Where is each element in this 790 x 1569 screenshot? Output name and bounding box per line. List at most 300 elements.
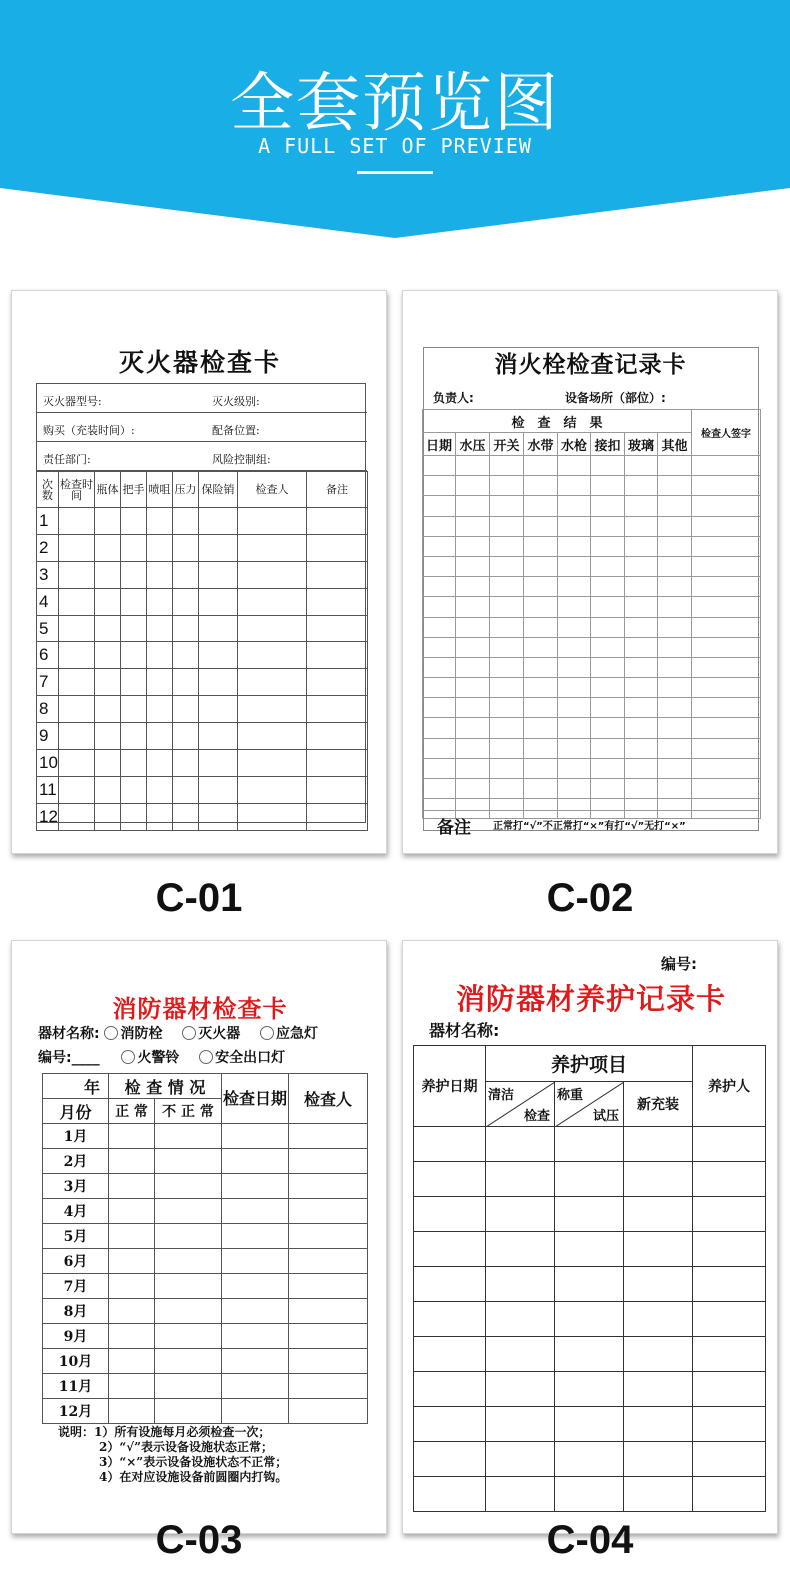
table-cell[interactable] [173, 508, 199, 535]
table-cell[interactable] [222, 1349, 289, 1374]
table-cell[interactable] [625, 516, 658, 536]
table-cell[interactable] [624, 1337, 693, 1372]
table-cell[interactable] [307, 642, 368, 669]
table-cell[interactable] [456, 456, 490, 476]
table-cell[interactable] [693, 1337, 766, 1372]
table-cell[interactable] [490, 718, 524, 738]
table-cell[interactable] [555, 1197, 624, 1232]
table-cell[interactable] [625, 597, 658, 617]
table-cell[interactable] [555, 1337, 624, 1372]
table-cell[interactable] [238, 588, 307, 615]
table-cell[interactable] [109, 1124, 155, 1149]
table-cell[interactable] [558, 496, 591, 516]
table-cell[interactable] [490, 556, 524, 576]
table-cell[interactable] [591, 698, 625, 718]
table-cell[interactable] [625, 698, 658, 718]
c03-checkbox[interactable] [182, 1026, 196, 1040]
table-cell[interactable] [658, 698, 692, 718]
c03-checkbox[interactable] [121, 1050, 135, 1064]
table-cell[interactable] [486, 1197, 555, 1232]
table-cell[interactable] [238, 561, 307, 588]
table-cell[interactable] [95, 642, 121, 669]
table-cell[interactable] [121, 642, 147, 669]
table-cell[interactable] [59, 776, 95, 803]
table-cell[interactable] [558, 577, 591, 597]
table-cell[interactable] [423, 637, 456, 657]
table-cell[interactable] [109, 1274, 155, 1299]
table-cell[interactable] [155, 1399, 222, 1424]
table-cell[interactable] [199, 696, 238, 723]
table-cell[interactable] [486, 1127, 555, 1162]
table-cell[interactable] [625, 738, 658, 758]
table-cell[interactable] [658, 456, 692, 476]
table-cell[interactable] [692, 678, 761, 698]
table-cell[interactable] [423, 597, 456, 617]
table-cell[interactable] [147, 803, 173, 830]
table-cell[interactable] [555, 1127, 624, 1162]
table-cell[interactable] [524, 758, 558, 778]
table-cell[interactable] [456, 637, 490, 657]
table-cell[interactable] [591, 637, 625, 657]
table-cell[interactable] [658, 779, 692, 799]
table-cell[interactable] [59, 588, 95, 615]
table-cell[interactable] [95, 723, 121, 750]
table-cell[interactable] [486, 1267, 555, 1302]
table-cell[interactable] [121, 776, 147, 803]
table-cell[interactable] [692, 516, 761, 536]
table-cell[interactable] [558, 678, 591, 698]
table-cell[interactable] [109, 1224, 155, 1249]
table-cell[interactable] [555, 1302, 624, 1337]
table-cell[interactable] [524, 577, 558, 597]
table-cell[interactable] [238, 508, 307, 535]
card-c01[interactable] [11, 290, 387, 854]
table-cell[interactable] [173, 534, 199, 561]
table-cell[interactable] [155, 1174, 222, 1199]
table-cell[interactable] [59, 803, 95, 830]
table-cell[interactable] [414, 1197, 486, 1232]
table-cell[interactable] [423, 678, 456, 698]
table-cell[interactable] [558, 657, 591, 677]
table-cell[interactable] [658, 476, 692, 496]
table-cell[interactable] [121, 508, 147, 535]
table-cell[interactable] [624, 1127, 693, 1162]
table-cell[interactable] [490, 476, 524, 496]
table-cell[interactable] [59, 508, 95, 535]
table-cell[interactable] [558, 556, 591, 576]
table-cell[interactable] [524, 779, 558, 799]
table-cell[interactable] [121, 669, 147, 696]
table-cell[interactable] [558, 779, 591, 799]
table-cell[interactable] [591, 456, 625, 476]
table-cell[interactable] [199, 723, 238, 750]
table-cell[interactable] [238, 669, 307, 696]
table-cell[interactable] [692, 617, 761, 637]
table-cell[interactable] [555, 1232, 624, 1267]
table-cell[interactable] [693, 1477, 766, 1512]
table-cell[interactable] [222, 1149, 289, 1174]
table-cell[interactable] [456, 617, 490, 637]
table-cell[interactable] [490, 698, 524, 718]
table-cell[interactable] [591, 738, 625, 758]
table-cell[interactable] [558, 637, 591, 657]
table-cell[interactable] [692, 718, 761, 738]
table-cell[interactable] [624, 1372, 693, 1407]
table-cell[interactable] [199, 615, 238, 642]
table-cell[interactable] [414, 1267, 486, 1302]
table-cell[interactable] [147, 561, 173, 588]
table-cell[interactable] [625, 657, 658, 677]
table-cell[interactable] [95, 750, 121, 777]
table-cell[interactable] [423, 577, 456, 597]
table-cell[interactable] [486, 1407, 555, 1442]
table-cell[interactable] [624, 1267, 693, 1302]
table-cell[interactable] [558, 698, 591, 718]
table-cell[interactable] [456, 556, 490, 576]
table-cell[interactable] [486, 1162, 555, 1197]
table-cell[interactable] [524, 597, 558, 617]
table-cell[interactable] [147, 669, 173, 696]
table-cell[interactable] [155, 1149, 222, 1174]
table-cell[interactable] [558, 476, 591, 496]
table-cell[interactable] [693, 1162, 766, 1197]
table-cell[interactable] [147, 534, 173, 561]
table-cell[interactable] [155, 1349, 222, 1374]
table-cell[interactable] [155, 1199, 222, 1224]
table-cell[interactable] [486, 1442, 555, 1477]
table-cell[interactable] [658, 617, 692, 637]
table-cell[interactable] [423, 496, 456, 516]
table-cell[interactable] [692, 758, 761, 778]
table-cell[interactable] [222, 1374, 289, 1399]
table-cell[interactable] [658, 718, 692, 738]
table-cell[interactable] [199, 561, 238, 588]
table-cell[interactable] [456, 758, 490, 778]
table-cell[interactable] [558, 536, 591, 556]
table-cell[interactable] [238, 803, 307, 830]
table-cell[interactable] [456, 536, 490, 556]
table-cell[interactable] [414, 1337, 486, 1372]
table-cell[interactable] [199, 508, 238, 535]
table-cell[interactable] [624, 1407, 693, 1442]
table-cell[interactable] [121, 561, 147, 588]
table-cell[interactable] [524, 678, 558, 698]
table-cell[interactable] [591, 496, 625, 516]
table-cell[interactable] [289, 1299, 368, 1324]
table-cell[interactable] [155, 1299, 222, 1324]
table-cell[interactable] [490, 496, 524, 516]
table-cell[interactable] [414, 1372, 486, 1407]
table-cell[interactable] [692, 637, 761, 657]
table-cell[interactable] [591, 758, 625, 778]
table-cell[interactable] [555, 1477, 624, 1512]
table-cell[interactable] [289, 1399, 368, 1424]
table-cell[interactable] [109, 1249, 155, 1274]
table-cell[interactable] [109, 1149, 155, 1174]
table-cell[interactable] [591, 516, 625, 536]
table-cell[interactable] [658, 758, 692, 778]
table-cell[interactable] [558, 597, 591, 617]
table-cell[interactable] [558, 456, 591, 476]
table-cell[interactable] [289, 1274, 368, 1299]
table-cell[interactable] [423, 456, 456, 476]
table-cell[interactable] [121, 534, 147, 561]
table-cell[interactable] [95, 776, 121, 803]
table-cell[interactable] [109, 1349, 155, 1374]
table-cell[interactable] [486, 1337, 555, 1372]
table-cell[interactable] [692, 476, 761, 496]
table-cell[interactable] [109, 1299, 155, 1324]
table-cell[interactable] [624, 1197, 693, 1232]
table-cell[interactable] [490, 456, 524, 476]
table-cell[interactable] [307, 803, 368, 830]
table-cell[interactable] [524, 456, 558, 476]
table-cell[interactable] [591, 597, 625, 617]
table-cell[interactable] [109, 1399, 155, 1424]
table-cell[interactable] [147, 750, 173, 777]
table-cell[interactable] [59, 534, 95, 561]
table-cell[interactable] [524, 556, 558, 576]
table-cell[interactable] [147, 723, 173, 750]
table-cell[interactable] [456, 597, 490, 617]
table-cell[interactable] [414, 1302, 486, 1337]
table-cell[interactable] [147, 588, 173, 615]
table-cell[interactable] [289, 1149, 368, 1174]
table-cell[interactable] [147, 696, 173, 723]
table-cell[interactable] [486, 1232, 555, 1267]
table-cell[interactable] [423, 617, 456, 637]
table-cell[interactable] [486, 1302, 555, 1337]
table-cell[interactable] [155, 1124, 222, 1149]
table-cell[interactable] [693, 1442, 766, 1477]
table-cell[interactable] [658, 678, 692, 698]
table-cell[interactable] [524, 476, 558, 496]
table-cell[interactable] [558, 738, 591, 758]
table-cell[interactable] [423, 536, 456, 556]
table-cell[interactable] [490, 597, 524, 617]
table-cell[interactable] [486, 1372, 555, 1407]
table-cell[interactable] [625, 779, 658, 799]
table-cell[interactable] [238, 696, 307, 723]
table-cell[interactable] [625, 617, 658, 637]
table-cell[interactable] [95, 803, 121, 830]
table-cell[interactable] [524, 536, 558, 556]
table-cell[interactable] [591, 657, 625, 677]
table-cell[interactable] [173, 696, 199, 723]
table-cell[interactable] [558, 758, 591, 778]
table-cell[interactable] [307, 534, 368, 561]
table-cell[interactable] [173, 803, 199, 830]
table-cell[interactable] [289, 1199, 368, 1224]
table-cell[interactable] [624, 1232, 693, 1267]
table-cell[interactable] [109, 1324, 155, 1349]
table-cell[interactable] [490, 738, 524, 758]
table-cell[interactable] [59, 669, 95, 696]
table-cell[interactable] [121, 803, 147, 830]
table-cell[interactable] [624, 1302, 693, 1337]
table-cell[interactable] [109, 1174, 155, 1199]
table-cell[interactable] [238, 776, 307, 803]
table-cell[interactable] [423, 779, 456, 799]
table-cell[interactable] [238, 534, 307, 561]
table-cell[interactable] [490, 779, 524, 799]
table-cell[interactable] [199, 669, 238, 696]
table-cell[interactable] [658, 536, 692, 556]
table-cell[interactable] [490, 617, 524, 637]
table-cell[interactable] [173, 642, 199, 669]
table-cell[interactable] [222, 1299, 289, 1324]
table-cell[interactable] [692, 496, 761, 516]
table-cell[interactable] [59, 615, 95, 642]
table-cell[interactable] [624, 1477, 693, 1512]
table-cell[interactable] [692, 738, 761, 758]
table-cell[interactable] [414, 1127, 486, 1162]
table-cell[interactable] [692, 657, 761, 677]
table-cell[interactable] [524, 657, 558, 677]
table-cell[interactable] [456, 496, 490, 516]
table-cell[interactable] [121, 696, 147, 723]
table-cell[interactable] [222, 1199, 289, 1224]
table-cell[interactable] [222, 1324, 289, 1349]
table-cell[interactable] [222, 1124, 289, 1149]
table-cell[interactable] [658, 597, 692, 617]
table-cell[interactable] [423, 758, 456, 778]
table-cell[interactable] [59, 750, 95, 777]
table-cell[interactable] [222, 1399, 289, 1424]
table-cell[interactable] [456, 698, 490, 718]
table-cell[interactable] [222, 1224, 289, 1249]
table-cell[interactable] [490, 758, 524, 778]
table-cell[interactable] [155, 1274, 222, 1299]
table-cell[interactable] [490, 536, 524, 556]
table-cell[interactable] [155, 1224, 222, 1249]
table-cell[interactable] [155, 1374, 222, 1399]
table-cell[interactable] [199, 534, 238, 561]
table-cell[interactable] [558, 718, 591, 738]
table-cell[interactable] [524, 617, 558, 637]
table-cell[interactable] [289, 1349, 368, 1374]
table-cell[interactable] [289, 1174, 368, 1199]
table-cell[interactable] [624, 1162, 693, 1197]
table-cell[interactable] [558, 617, 591, 637]
table-cell[interactable] [423, 657, 456, 677]
card-c03[interactable] [11, 940, 387, 1534]
table-cell[interactable] [423, 698, 456, 718]
table-cell[interactable] [625, 456, 658, 476]
table-cell[interactable] [693, 1372, 766, 1407]
card-c04[interactable] [402, 940, 778, 1534]
table-cell[interactable] [456, 738, 490, 758]
table-cell[interactable] [524, 698, 558, 718]
table-cell[interactable] [555, 1162, 624, 1197]
table-cell[interactable] [155, 1324, 222, 1349]
table-cell[interactable] [693, 1407, 766, 1442]
table-cell[interactable] [289, 1324, 368, 1349]
table-cell[interactable] [307, 750, 368, 777]
table-cell[interactable] [95, 534, 121, 561]
table-cell[interactable] [524, 718, 558, 738]
table-cell[interactable] [692, 698, 761, 718]
table-cell[interactable] [625, 476, 658, 496]
table-cell[interactable] [414, 1442, 486, 1477]
table-cell[interactable] [692, 556, 761, 576]
table-cell[interactable] [199, 776, 238, 803]
table-cell[interactable] [307, 669, 368, 696]
table-cell[interactable] [199, 750, 238, 777]
table-cell[interactable] [456, 718, 490, 738]
table-cell[interactable] [109, 1374, 155, 1399]
table-cell[interactable] [95, 508, 121, 535]
table-cell[interactable] [423, 516, 456, 536]
table-cell[interactable] [238, 642, 307, 669]
table-cell[interactable] [121, 723, 147, 750]
table-cell[interactable] [173, 588, 199, 615]
table-cell[interactable] [456, 516, 490, 536]
table-cell[interactable] [625, 496, 658, 516]
table-cell[interactable] [423, 556, 456, 576]
table-cell[interactable] [456, 779, 490, 799]
table-cell[interactable] [423, 718, 456, 738]
table-cell[interactable] [173, 669, 199, 696]
table-cell[interactable] [147, 776, 173, 803]
table-cell[interactable] [59, 642, 95, 669]
table-cell[interactable] [658, 577, 692, 597]
table-cell[interactable] [658, 738, 692, 758]
table-cell[interactable] [423, 738, 456, 758]
table-cell[interactable] [414, 1407, 486, 1442]
table-cell[interactable] [238, 750, 307, 777]
table-cell[interactable] [456, 476, 490, 496]
table-cell[interactable] [625, 577, 658, 597]
table-cell[interactable] [693, 1267, 766, 1302]
table-cell[interactable] [147, 508, 173, 535]
c03-checkbox[interactable] [104, 1026, 118, 1040]
table-cell[interactable] [591, 779, 625, 799]
table-cell[interactable] [121, 750, 147, 777]
table-cell[interactable] [95, 561, 121, 588]
table-cell[interactable] [121, 615, 147, 642]
table-cell[interactable] [555, 1442, 624, 1477]
table-cell[interactable] [591, 678, 625, 698]
table-cell[interactable] [238, 615, 307, 642]
table-cell[interactable] [490, 678, 524, 698]
table-cell[interactable] [307, 696, 368, 723]
table-cell[interactable] [414, 1232, 486, 1267]
table-cell[interactable] [624, 1442, 693, 1477]
table-cell[interactable] [692, 456, 761, 476]
table-cell[interactable] [555, 1372, 624, 1407]
table-cell[interactable] [95, 615, 121, 642]
table-cell[interactable] [307, 561, 368, 588]
table-cell[interactable] [307, 723, 368, 750]
table-cell[interactable] [625, 556, 658, 576]
table-cell[interactable] [307, 615, 368, 642]
table-cell[interactable] [555, 1407, 624, 1442]
table-cell[interactable] [658, 657, 692, 677]
table-cell[interactable] [456, 657, 490, 677]
table-cell[interactable] [693, 1232, 766, 1267]
table-cell[interactable] [199, 642, 238, 669]
table-cell[interactable] [173, 723, 199, 750]
table-cell[interactable] [414, 1477, 486, 1512]
table-cell[interactable] [658, 496, 692, 516]
table-cell[interactable] [591, 577, 625, 597]
table-cell[interactable] [591, 536, 625, 556]
table-cell[interactable] [59, 696, 95, 723]
table-cell[interactable] [423, 476, 456, 496]
table-cell[interactable] [625, 718, 658, 738]
table-cell[interactable] [173, 750, 199, 777]
